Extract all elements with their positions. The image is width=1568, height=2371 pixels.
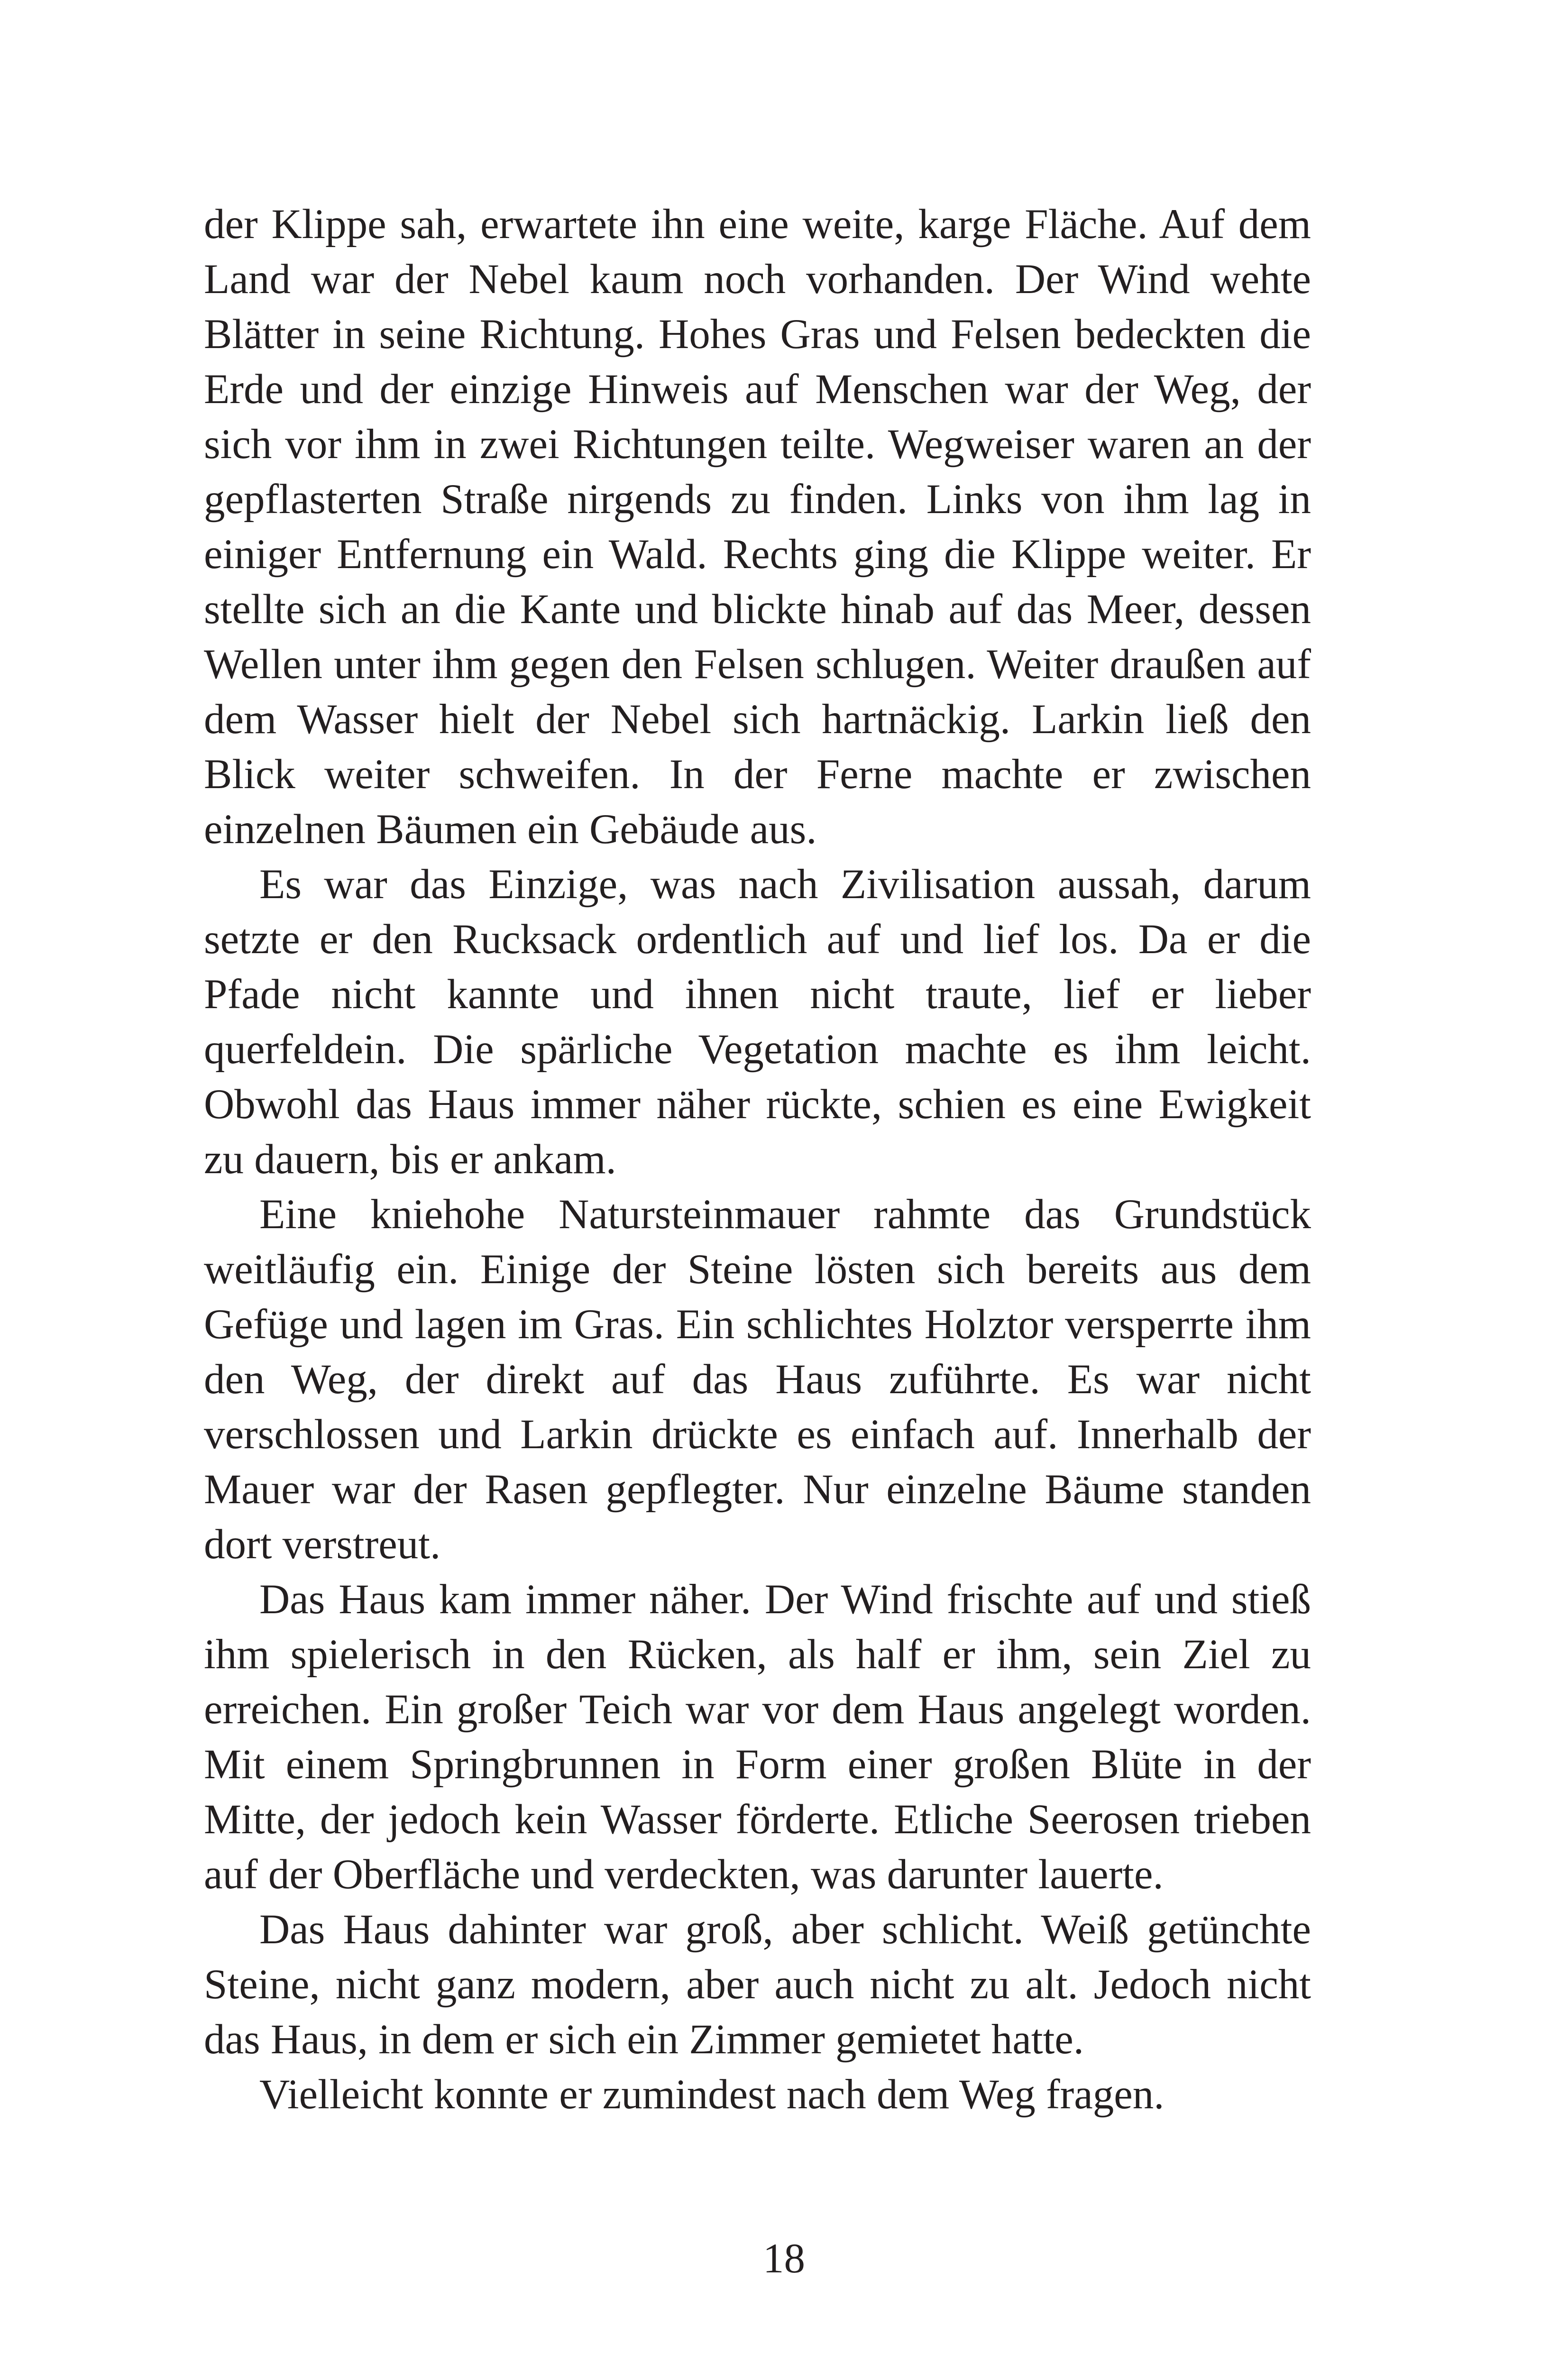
paragraph-6: Vielleicht konnte er zumindest nach dem Weg fragen. [259, 2071, 1165, 2118]
paragraph-2: Es war das Einzige, was nach Zivilisation aussah, darum setzte er den Rucksack ordentlich auf und lief los. Da er die Pfade nicht kannte und ihnen nicht traute, lief er lieber querfeldein. Die spärliche Vegetation machte es ihm leicht. Obwohl das Haus immer näher rückte, schien es eine Ewigkeit zu dauern, bis er ankam. [204, 861, 1311, 1183]
page-number: 18 [763, 2235, 805, 2282]
paragraph-3: Eine kniehohe Natursteinmauer rahmte das Grundstück weitläufig ein. Einige der Steine lösten sich bereits aus dem Gefüge und lagen im Gras. Ein schlichtes Holztor versperrte ihm den Weg, der direkt auf das Haus zuführte. Es war nicht verschlossen und Larkin drückte es einfach auf. Innerhalb der Mauer war der Rasen gepflegter. Nur einzelne Bäume standen dort verstreut. [204, 1191, 1311, 1568]
paragraph-4: Das Haus kam immer näher. Der Wind frischte auf und stieß ihm spielerisch in den Rücken, als half er ihm, sein Ziel zu erreichen. Ein großer Teich war vor dem Haus angelegt worden. Mit einem Springbrunnen in Form einer großen Blüte in der Mitte, der jedoch kein Wasser förderte. Etliche Seerosen trieben auf der Oberfläche und verdeckten, was darunter lauerte. [204, 1576, 1311, 1898]
paragraph-5: Das Haus dahinter war groß, aber schlicht. Weiß getünchte Steine, nicht ganz modern, aber auch nicht zu alt. Jedoch nicht das Haus, in dem er sich ein Zimmer gemietet hatte. [204, 1906, 1311, 2063]
body-text [204, 197, 1311, 2122]
paragraph-1: der Klippe sah, erwartete ihn eine weite, karge Fläche. Auf dem Land war der Nebel kaum noch vorhanden. Der Wind wehte Blätter in seine Richtung. Hohes Gras und Felsen bedeckten die Erde und der einzige Hinweis auf Menschen war der Weg, der sich vor ihm in zwei Richtungen teilte. Wegweiser waren an der gepflasterten Straße nirgends zu finden. Links von ihm lag in einiger Entfernung ein Wald. Rechts ging die Klippe weiter. Er stellte sich an die Kante und blickte hinab auf das Meer, dessen Wellen unter ihm gegen den Felsen schlugen. Weiter draußen auf dem Wasser hielt der Nebel sich hartnäckig. Larkin ließ den Blick weiter schweifen. In der Ferne machte er zwischen einzelnen Bäumen ein Gebäude aus. [204, 201, 1311, 853]
